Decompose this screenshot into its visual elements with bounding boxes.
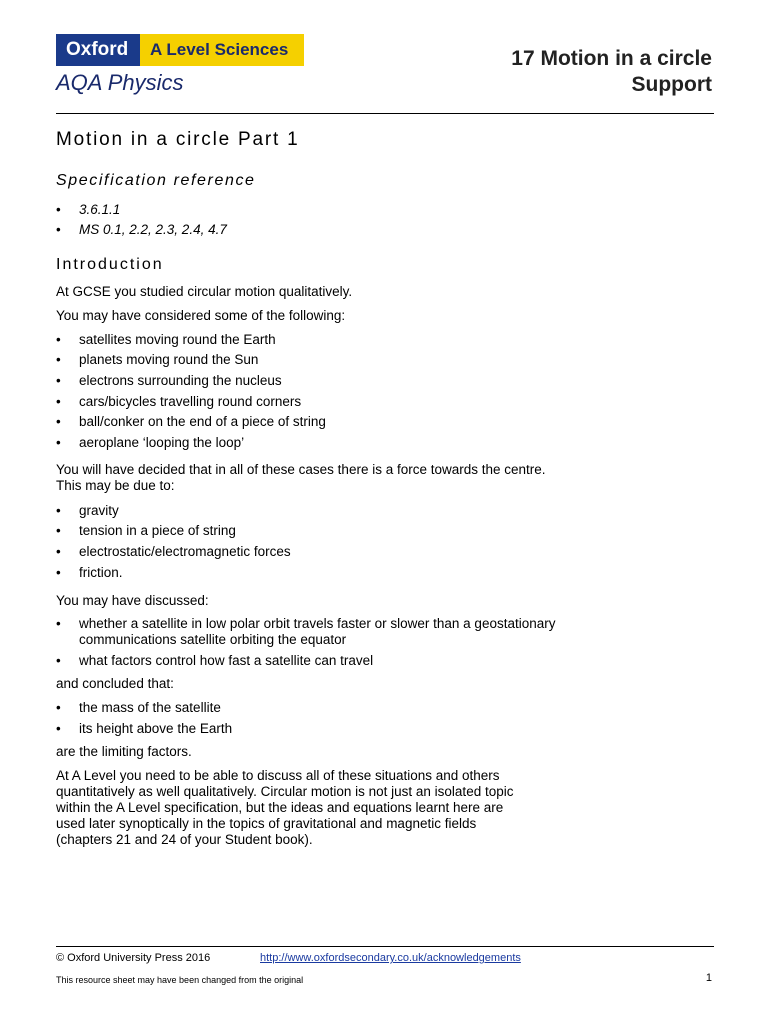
subject-title: AQA Physics [56,70,184,95]
paragraph: You may have considered some of the following: [56,308,346,323]
paragraph-line: used later synoptically in the topics of gravitational and magnetic fields [56,816,477,831]
brand-series: A Level Sciences [140,34,304,66]
paragraph-line: quantitatively as well qualitatively. Circular motion is not just an isolated topic [56,784,514,799]
list-item-continuation: communications satellite orbiting the equator [79,632,347,647]
acknowledgements-link[interactable]: http://www.oxfordsecondary.co.uk/acknowledgements [260,952,521,964]
paragraph-line: At A Level you need to be able to discuss all of these situations and others [56,768,500,783]
paragraph: You may have discussed: [56,593,209,608]
paragraph: At GCSE you studied circular motion qualitatively. [56,284,353,299]
header-divider [56,113,714,114]
paragraph: and concluded that: [56,676,174,691]
paragraph: are the limiting factors. [56,744,192,759]
paragraph-line: within the A Level specification, but the ideas and equations learnt here are [56,800,504,815]
intro-heading: Introduction [56,256,164,273]
brand-oxford: Oxford [56,34,140,66]
chapter-line-2: Support [631,73,712,96]
page-number: 1 [705,972,712,984]
acknowledgements-link-wrap [260,952,521,964]
chapter-line-1: 17 Motion in a circle [511,47,712,70]
copyright: © Oxford University Press 2016 [56,952,211,964]
paragraph-line: This may be due to: [56,478,175,493]
chapter-title [511,46,712,98]
spec-heading: Specification reference [56,172,256,189]
paragraph-line: (chapters 21 and 24 of your Student book). [56,832,313,847]
paragraph-line: You will have decided that in all of these cases there is a force towards the centre. [56,462,546,477]
brand-logo [56,34,304,66]
footer-divider [56,946,714,947]
page-title: Motion in a circle Part 1 [56,129,300,150]
footer-note: This resource sheet may have been changed from the original [56,975,304,985]
